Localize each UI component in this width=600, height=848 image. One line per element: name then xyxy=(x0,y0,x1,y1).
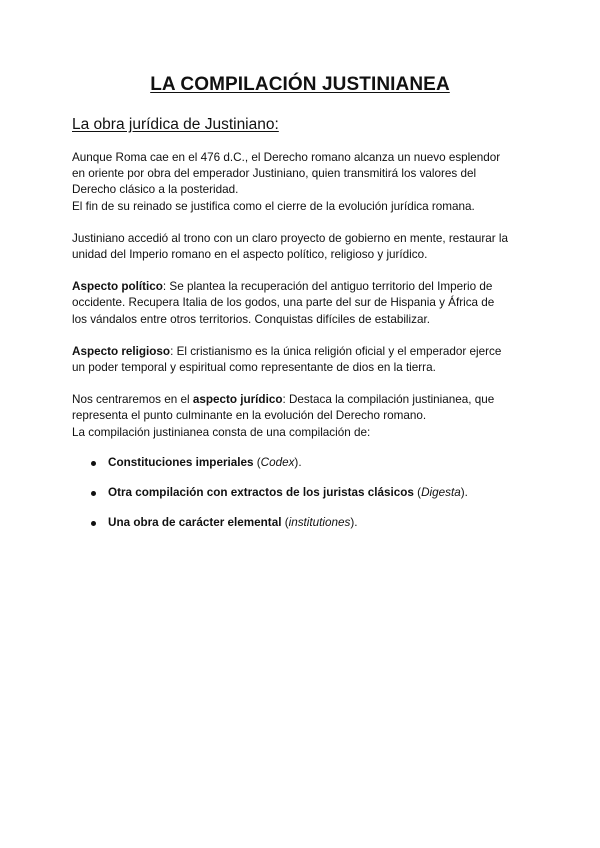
document-title: LA COMPILACIÓN JUSTINIANEA xyxy=(150,74,450,95)
bold-term: aspecto jurídico xyxy=(192,393,283,407)
bullet-dot-icon xyxy=(91,461,96,466)
bullet-dot-icon xyxy=(91,491,96,496)
paragraph-text: Nos centraremos en el xyxy=(72,393,193,407)
bold-term: Aspecto político xyxy=(72,280,163,294)
bold-term: Constituciones imperiales xyxy=(108,455,254,469)
paren-open: ( xyxy=(253,455,261,469)
bold-term: Otra compilación con extractos de los juristas clásicos xyxy=(108,486,414,500)
paren-open: ( xyxy=(281,516,289,530)
paren-open: ( xyxy=(413,486,422,500)
section-heading: La obra jurídica de Justiniano: xyxy=(72,116,279,133)
paragraph-line: Derecho clásico a la posteridad. xyxy=(72,183,239,197)
bullet-dot-icon xyxy=(91,521,96,526)
paragraph-line: un poder temporal y espiritual como representante de dios en la tierra. xyxy=(72,361,436,375)
paren-close: ). xyxy=(350,516,358,530)
paragraph-line: : Destaca la compilación justinianea, que xyxy=(282,393,495,407)
paragraph-line: en oriente por obra del emperador Justiniano, quien transmitirá los valores del xyxy=(72,167,477,181)
italic-term: institutiones xyxy=(288,516,351,530)
paragraph-spacer xyxy=(72,328,540,344)
italic-term: Codex xyxy=(260,455,295,469)
paragraph-spacer xyxy=(72,215,540,231)
paragraph-aspecto-politico xyxy=(72,279,540,328)
paragraph-justiniano xyxy=(72,231,540,263)
paragraph-aspecto-religioso xyxy=(72,344,540,376)
list-item xyxy=(72,455,540,471)
paren-close: ). xyxy=(460,486,468,500)
paragraph-spacer xyxy=(72,263,540,279)
bold-term: Una obra de carácter elemental xyxy=(108,516,282,530)
list-item xyxy=(72,485,540,501)
italic-term: Digesta xyxy=(421,486,461,500)
paragraph-line: : El cristianismo es la única religión oficial y el emperador ejerce xyxy=(170,344,502,358)
paragraph-aspecto-juridico xyxy=(72,392,540,441)
bold-term: Aspecto religioso xyxy=(72,344,171,358)
paragraph-line: El fin de su reinado se justifica como el cierre de la evolución jurídica romana. xyxy=(72,199,475,213)
paragraph-line: : Se plantea la recuperación del antiguo territorio del Imperio de xyxy=(162,280,493,294)
document-body xyxy=(72,150,540,545)
paragraph-intro xyxy=(72,150,540,215)
paragraph-line: Aunque Roma cae en el 476 d.C., el Derecho romano alcanza un nuevo esplendor xyxy=(72,151,501,164)
paragraph-spacer xyxy=(72,376,540,392)
paragraph-line: occidente. Recupera Italia de los godos, una parte del sur de Hispania y África de xyxy=(72,296,495,310)
paragraph-line: Justiniano accedió al trono con un claro proyecto de gobierno en mente, restaurar la xyxy=(72,231,508,245)
list-item xyxy=(72,515,540,531)
paragraph-line: unidad del Imperio romano en el aspecto político, religioso y jurídico. xyxy=(72,248,428,262)
paragraph-line: La compilación justinianea consta de una compilación de: xyxy=(72,425,371,439)
paragraph-line: representa el punto culminante en la evolución del Derecho romano. xyxy=(72,409,427,423)
paren-close: ). xyxy=(294,455,302,469)
bullet-list xyxy=(72,455,540,532)
paragraph-line: los vándalos entre otros territorios. Conquistas difíciles de estabilizar. xyxy=(72,312,430,326)
